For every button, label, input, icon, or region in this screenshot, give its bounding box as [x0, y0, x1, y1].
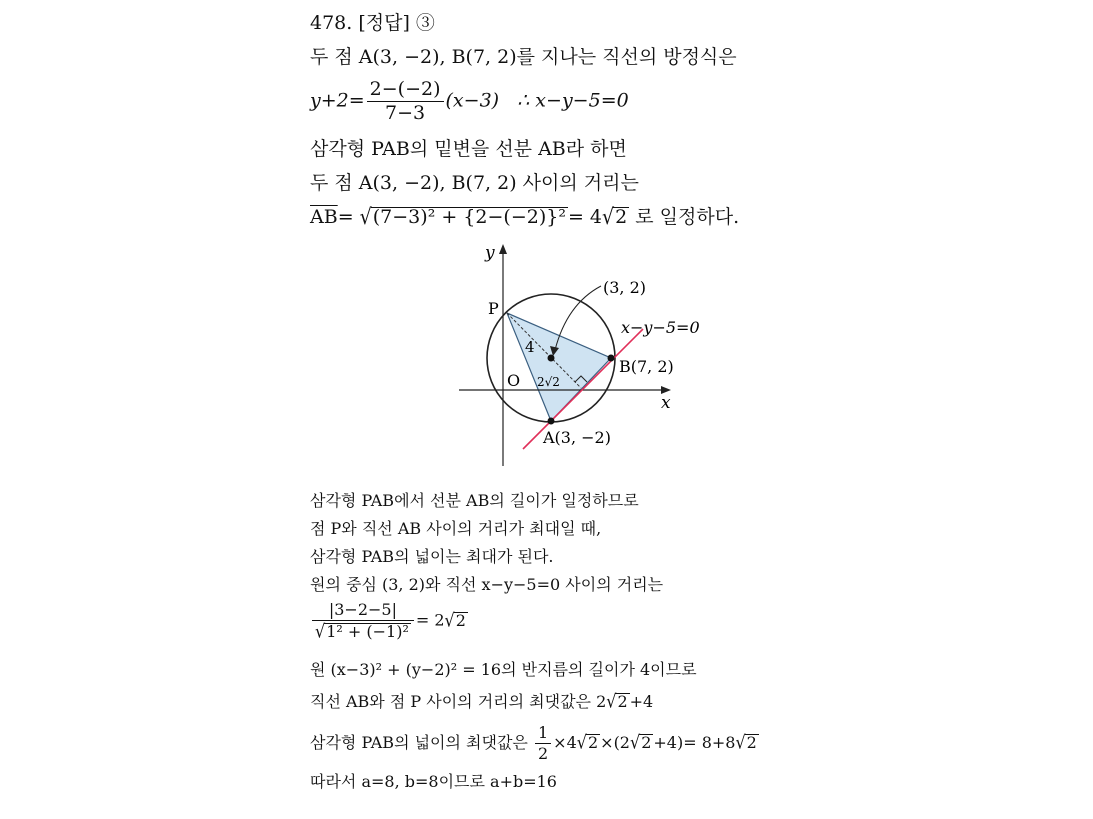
sqrt-icon: √: [359, 204, 372, 230]
distance-fraction-line: [310, 600, 468, 643]
half-numerator: 1: [535, 725, 551, 744]
sqrt-icon: √: [444, 609, 455, 631]
sqrt-icon: √: [735, 731, 746, 754]
line-label: x−y−5=0: [621, 318, 700, 337]
ab-value-root: 2: [615, 206, 628, 228]
radius-label: 4: [525, 338, 535, 356]
eq-fraction: [367, 80, 444, 123]
ab-length-line: [310, 204, 740, 230]
explanation-line-2: 점 P와 직선 AB 사이의 거리가 최대일 때,: [310, 519, 602, 538]
base-statement: 삼각형 PAB의 밑변을 선분 AB라 하면: [310, 138, 627, 160]
radius-line: 원 (x−3)² + (y−2)² = 16의 반지름의 길이가 4이므로: [310, 660, 697, 679]
distance-statement: 두 점 A(3, −2), B(7, 2) 사이의 거리는: [310, 172, 639, 194]
eq-denominator: 7−3: [385, 102, 426, 124]
distance-numerator: |3−2−5|: [312, 602, 414, 621]
max-area-b: ×(2: [600, 733, 630, 752]
max-distance-root: 2: [617, 692, 628, 711]
origin-label: O: [507, 371, 521, 390]
center-point: [548, 355, 555, 362]
eq-rhs: (x−3) ∴ x−y−5=0: [445, 89, 629, 112]
point-b: [608, 355, 615, 362]
center-label: (3, 2): [603, 278, 647, 297]
max-distance-line: [310, 690, 654, 713]
max-area-root-1: 2: [587, 733, 599, 752]
distance-value: = 2: [415, 610, 445, 630]
distance-den-radicand: 1² + (−1)²: [326, 622, 409, 641]
distance-denominator: [312, 620, 414, 643]
eq-lhs: y+2=: [310, 89, 365, 112]
point-a-label: A(3, −2): [543, 428, 611, 447]
point-b-label: B(7, 2): [619, 357, 674, 376]
circle-triangle-figure: [455, 240, 745, 472]
max-distance-tail: +4: [629, 692, 654, 711]
ab-eq: =: [337, 206, 354, 228]
max-area-c: +4)= 8+8: [653, 733, 736, 752]
distance-label: 2√2: [537, 375, 560, 389]
max-area-text: 삼각형 PAB의 넓이의 최댓값은: [310, 733, 528, 752]
half-fraction: [535, 725, 551, 762]
sqrt-icon: √: [602, 204, 615, 230]
sqrt-icon: √: [606, 690, 617, 713]
max-distance-text: 직선 AB와 점 P 사이의 거리의 최댓값은 2: [310, 692, 607, 711]
y-axis-label: y: [485, 243, 495, 263]
conclusion-line: 따라서 a=8, b=8이므로 a+b=16: [310, 772, 557, 791]
explanation-line-3: 삼각형 PAB의 넓이는 최대가 된다.: [310, 547, 554, 566]
line-equation: [310, 80, 629, 123]
y-axis-arrow-icon: [499, 244, 507, 254]
max-area-a: ×4: [553, 733, 577, 752]
ab-value: = 4: [567, 206, 603, 228]
ab-tail: 로 일정하다.: [635, 206, 740, 228]
distance-value-root: 2: [455, 610, 466, 630]
ab-segment: $\overline{AB}$: [310, 206, 338, 228]
problem-title: 478. [정답] ③: [310, 12, 435, 34]
point-p-label: P: [488, 299, 499, 318]
sqrt-icon: √: [315, 620, 326, 643]
explanation-line-4: 원의 중심 (3, 2)와 직선 x−y−5=0 사이의 거리는: [310, 575, 664, 594]
half-denominator: 2: [537, 744, 549, 763]
x-axis-label: x: [661, 393, 671, 413]
distance-fraction: [312, 600, 414, 643]
eq-numerator: 2−(−2): [367, 80, 444, 102]
max-area-root-2: 2: [641, 733, 652, 752]
sqrt-icon: √: [629, 731, 641, 754]
explanation-line-1: 삼각형 PAB에서 선분 AB의 길이가 일정하므로: [310, 491, 639, 510]
max-area-root-3: 2: [746, 733, 757, 752]
point-a: [548, 418, 555, 425]
line-equation-intro: 두 점 A(3, −2), B(7, 2)를 지나는 직선의 방정식은: [310, 46, 737, 68]
max-area-line: [310, 725, 759, 762]
sqrt-icon: √: [576, 731, 587, 754]
ab-radicand: (7−3)² + {2−(−2)}²: [372, 206, 566, 228]
